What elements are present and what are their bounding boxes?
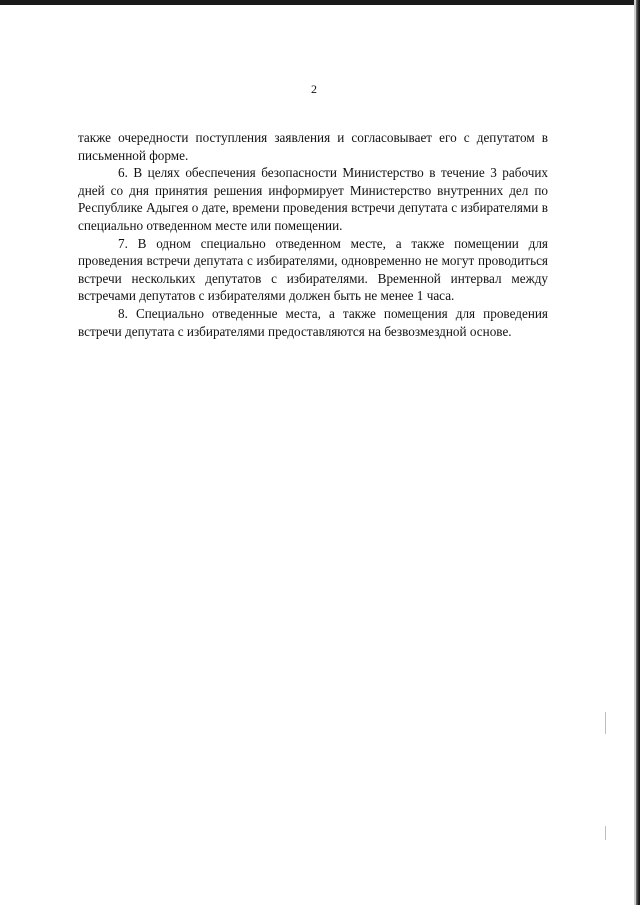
paragraph-item-6: 6. В целях обеспечения безопасности Министерство в течение 3 рабочих дней со дня принятия решения информирует Министерство внутренних дел по Республике Адыгея о дате, времени проведения встречи депутата с избирателями в специально отведенном месте или помещении. <box>78 165 548 233</box>
paragraph-item-7: 7. В одном специально отведенном месте, а также помещении для проведения встречи депутата с избирателями, одновременно не могут проводиться встречи нескольких депутатов с избирателями. Временной интервал между встречами депутатов с избирателями должен быть не менее 1 часа. <box>78 235 548 304</box>
scan-mark <box>605 826 606 840</box>
scan-mark <box>605 712 606 734</box>
scan-top-border <box>0 0 640 5</box>
paragraph-item-8: 8. Специально отведенные места, а также помещения для проведения встречи депутата с избирателями предоставляются на безвозмездной основе. <box>78 305 548 339</box>
page-number: 2 <box>311 82 317 96</box>
scan-right-border <box>636 0 640 905</box>
paragraph-continuation: также очередности поступления заявления и согласовывает его с депутатом в письменной форме. <box>78 130 548 163</box>
document-body <box>78 129 548 340</box>
